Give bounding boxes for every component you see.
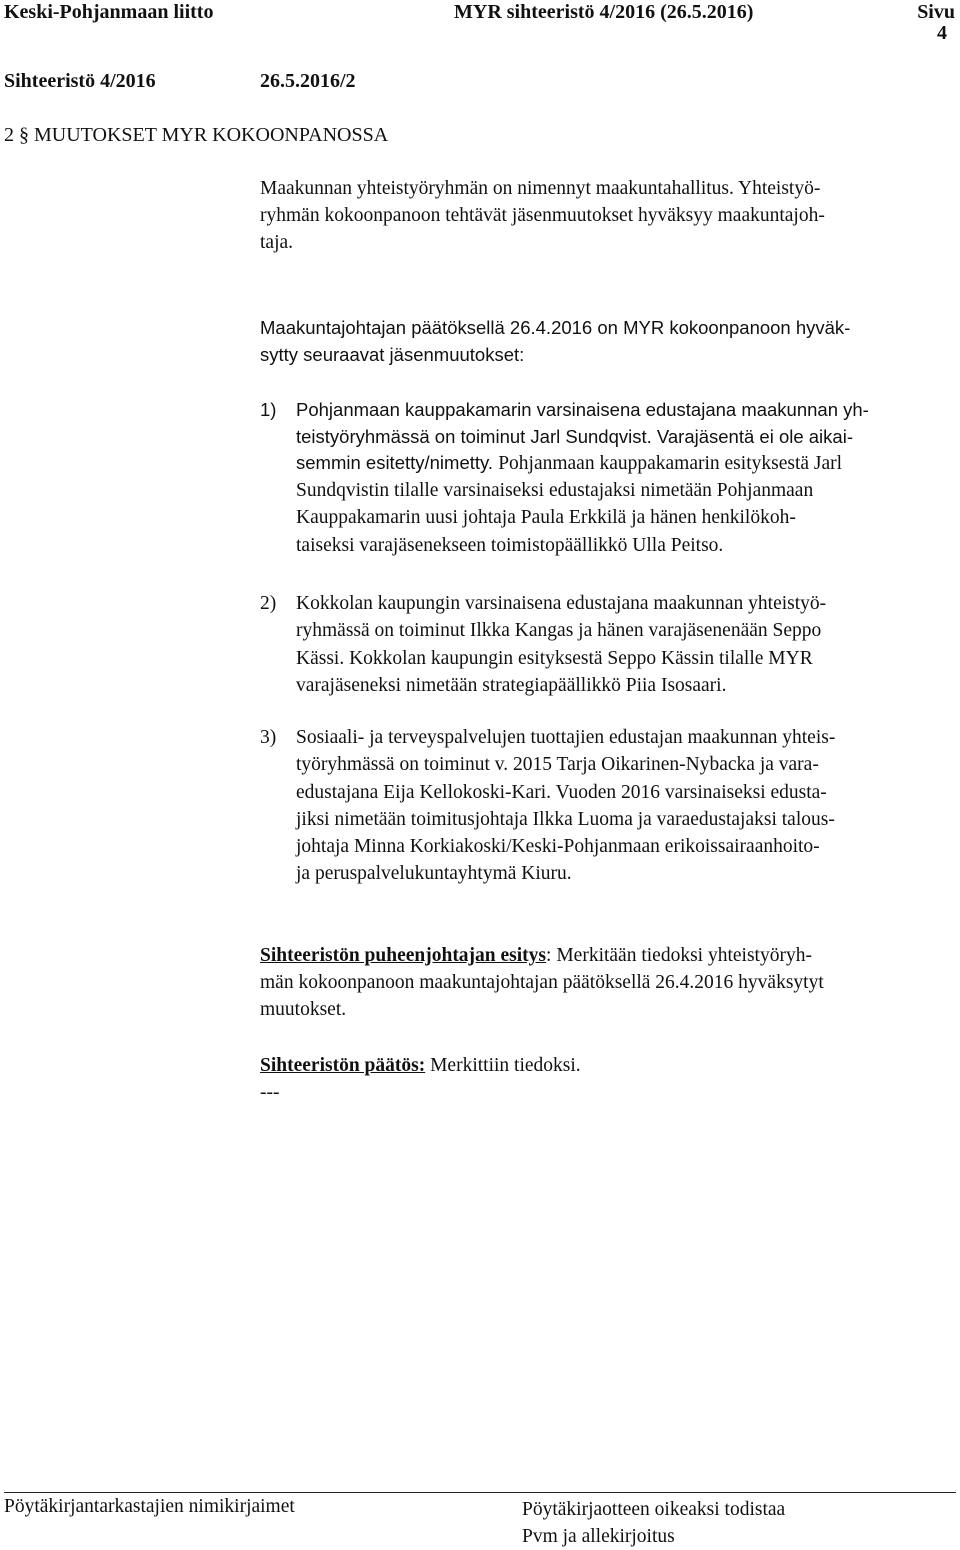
proposal-label: Sihteeristön puheenjohtajan esitys [260, 945, 547, 966]
list-item-line: johtaja Minna Korkiakoski/Keski-Pohjanmaan erikoissairaanhoito- [296, 836, 820, 858]
list-item-line: edustajana Eija Kellokoski-Kari. Vuoden 2016 varsinaiseksi edusta- [296, 781, 827, 803]
list-item-line: Sosiaali- ja terveyspalvelujen tuottajien edustajan maakunnan yhteis- [296, 727, 836, 748]
footer-certification-label: Pöytäkirjaotteen oikeaksi todistaa [522, 1499, 786, 1520]
list-item-text [296, 397, 952, 559]
page-number: 4 [937, 22, 947, 44]
list-item-line: ryhmässä on toiminut Ilkka Kangas ja hänen varajäsenenään Seppo [296, 620, 822, 642]
decision-label: Sihteeristön päätös: [260, 1055, 426, 1076]
list-item-line: työryhmässä on toiminut v. 2015 Tarja Oikarinen-Nybacka ja vara- [296, 754, 819, 776]
meeting-date-item: 26.5.2016/2 [260, 70, 356, 92]
decision-intro-line: sytty seuraavat jäsenmuutokset: [260, 343, 525, 365]
decision-intro-paragraph [260, 315, 950, 368]
proposal-line [260, 942, 950, 969]
proposal-line: män kokoonpanoon maakuntajohtajan päätöksellä 26.4.2016 hyväksytyt [260, 972, 824, 993]
list-item-line: varajäseneksi nimetään strategiapäällikkö Piia Isosaari. [296, 674, 727, 696]
footer-certification [522, 1496, 785, 1550]
list-item-text [296, 724, 952, 888]
decision-paragraph [260, 1052, 950, 1079]
proposal-text: Merkitään tiedoksi yhteistyöryh- [551, 945, 812, 966]
intro-paragraph [260, 175, 950, 256]
list-item-line: taiseksi varajäsenekseen toimistopäällikkö Ulla Peitso. [296, 534, 724, 556]
proposal-line: muutokset. [260, 999, 347, 1020]
footer-divider [4, 1492, 956, 1493]
list-item-line: Kässi. Kokkolan kaupungin esityksestä Seppo Kässin tilalle MYR [296, 647, 813, 669]
list-item-line: Pohjanmaan kauppakamarin varsinaisena edustajana maakunnan yh- [296, 399, 869, 420]
list-item-line: Kauppakamarin uusi johtaja Paula Erkkilä ja hänen henkilökoh- [296, 507, 796, 529]
list-item-text [296, 590, 952, 699]
proposal-colon: : [546, 945, 552, 966]
list-item-line: Sundqvistin tilalle varsinaiseksi edustajaksi nimetään Pohjanmaan [296, 480, 814, 501]
proposal-paragraph [260, 942, 950, 1023]
organization-name: Keski-Pohjanmaan liitto [4, 1, 214, 23]
decision-text: Merkittiin tiedoksi. [425, 1055, 581, 1076]
list-item-line: jiksi nimetään toimitusjohtaja Ilkka Luoma ja varaedustajaksi talous- [296, 808, 835, 830]
list-item-line: teistyöryhmässä on toiminut Jarl Sundqvist. Varajäsentä ei ole aikai- [296, 425, 853, 447]
intro-line: ryhmän kokoonpanoon tehtävät jäsenmuutokset hyväksyy maakuntajoh- [260, 205, 825, 226]
list-item-number: 1) [260, 399, 277, 420]
intro-line: Maakunnan yhteistyöryhmän on nimennyt maakuntahallitus. Yhteistyö- [260, 178, 821, 199]
meeting-line [4, 70, 356, 93]
list-item-line: Kokkolan kaupungin varsinaisena edustajana maakunnan yhteistyö- [296, 593, 827, 614]
footer-signature-label: Pvm ja allekirjoitus [522, 1526, 675, 1547]
meeting-id: Sihteeristö 4/2016 [4, 70, 156, 92]
document-title: MYR sihteeristö 4/2016 (26.5.2016) [454, 1, 754, 23]
page-header [0, 0, 960, 40]
intro-line: taja. [260, 232, 294, 253]
decision-intro-line: Maakuntajohtajan päätöksellä 26.4.2016 on MYR kokoonpanoon hyväk- [260, 317, 851, 338]
end-mark: --- [260, 1082, 280, 1103]
list-item-line: ja peruspalvelukuntayhtymä Kiuru. [296, 863, 572, 885]
list-item-number: 3) [260, 727, 277, 748]
footer-initials-label: Pöytäkirjantarkastajien nimikirjaimet [4, 1496, 295, 1517]
list-item-number: 2) [260, 593, 277, 614]
list-item-line: semmin esitetty/nimetty. Pohjanmaan kauppakamarin esityksestä Jarl [296, 452, 843, 474]
section-title: 2 § MUUTOKSET MYR KOKOONPANOSSA [4, 124, 389, 146]
page-label: Sivu [917, 1, 955, 23]
